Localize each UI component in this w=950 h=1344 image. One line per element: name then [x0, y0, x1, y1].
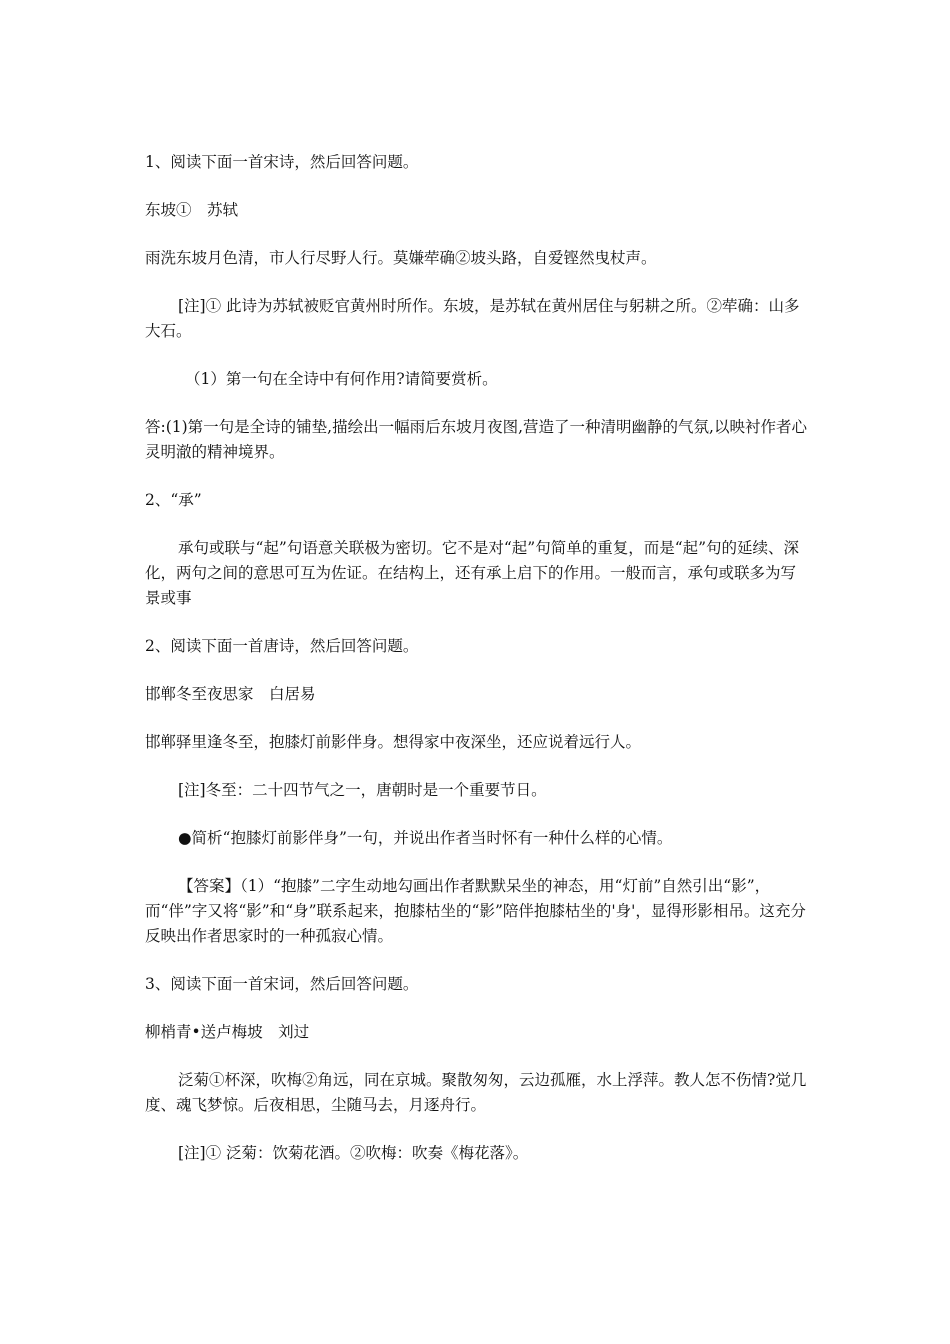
question-1-answer: 答:(1)第一句是全诗的铺垫,描绘出一幅雨后东坡月夜图,营造了一种清明幽静的气氛,以映衬作者心灵明澈的精神境界。: [145, 418, 807, 461]
section-2-heading: 2、“承”: [145, 491, 202, 509]
poem-3-title: 柳梢青•送卢梅坡 刘过: [145, 1023, 310, 1041]
question-3-heading: 3、阅读下面一首宋词，然后回答问题。: [145, 975, 419, 993]
question-2-heading: 2、阅读下面一首唐诗，然后回答问题。: [145, 637, 419, 655]
poem-1-title: 东坡① 苏轼: [145, 201, 239, 219]
question-1-heading: 1、阅读下面一首宋诗，然后回答问题。: [145, 153, 419, 171]
question-2-answer: 【答案】（1）“抱膝”二字生动地勾画出作者默默呆坐的神态，用“灯前”自然引出“影”，而“伴”字又将“影”和“身”联系起来，抱膝枯坐的“影”陪伴抱膝枯坐的'身'，显得形影相吊。这充分反映出作者思家时的一种孤寂心情。: [145, 877, 806, 945]
poem-2-note: [注]冬至：二十四节气之一，唐朝时是一个重要节日。: [178, 781, 547, 799]
poem-2-title: 邯郸冬至夜思家 白居易: [145, 685, 316, 703]
question-1-prompt: （1）第一句在全诗中有何作用?请简要赏析。: [185, 370, 498, 388]
document-body: [145, 150, 810, 1189]
poem-2-text: 邯郸驿里逢冬至，抱膝灯前影伴身。想得家中夜深坐，还应说着远行人。: [145, 733, 642, 751]
section-2-explanation: 承句或联与“起”句语意关联极为密切。它不是对“起”句简单的重复，而是“起”句的延续、深化，两句之间的意思可互为佐证。在结构上，还有承上启下的作用。一般而言，承句或联多为写景或事: [145, 539, 800, 607]
poem-1-text: 雨洗东坡月色清，市人行尽野人行。莫嫌荦确②坡头路，自爱铿然曳杖声。: [145, 249, 657, 267]
poem-3-note: [注]① 泛菊：饮菊花酒。②吹梅：吹奏《梅花落》。: [178, 1144, 529, 1162]
poem-3-text: 泛菊①杯深，吹梅②角远，同在京城。聚散匆匆，云边孤雁，水上浮萍。教人怎不伤情?觉几度、魂飞梦惊。后夜相思，尘随马去，月逐舟行。: [145, 1071, 807, 1114]
question-2-prompt: ●简析“抱膝灯前影伴身”一句，并说出作者当时怀有一种什么样的心情。: [178, 829, 673, 847]
poem-1-note: [注]① 此诗为苏轼被贬官黄州时所作。东坡，是苏轼在黄州居住与躬耕之所。②荦确：山多大石。: [145, 297, 800, 340]
